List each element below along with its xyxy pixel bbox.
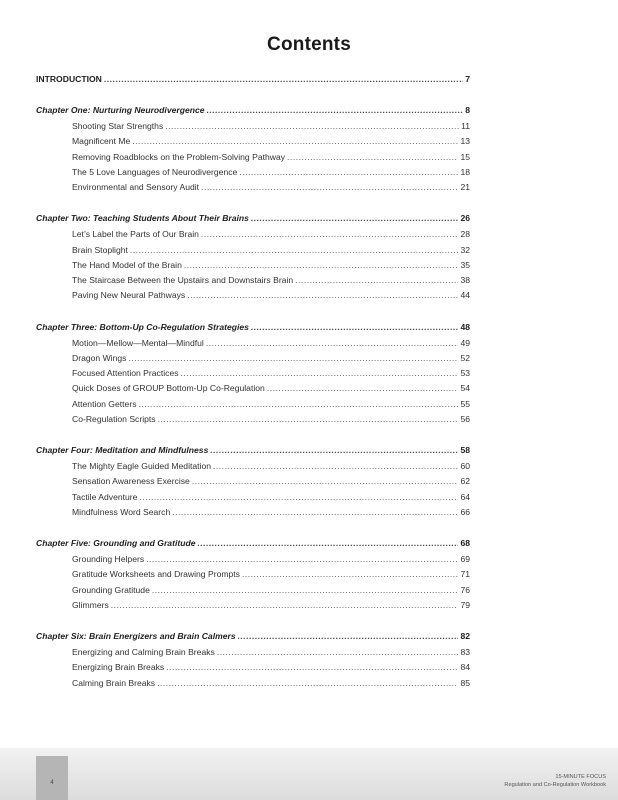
- toc-entry-page: 52: [460, 352, 470, 363]
- toc-entry-page: 28: [460, 229, 470, 240]
- toc-section-list: [36, 119, 470, 195]
- toc-entry-label: Chapter Five: Grounding and Gratitude: [36, 538, 196, 548]
- toc-entry-label: Co-Regulation Scripts: [72, 413, 156, 424]
- toc-entry-page: 71: [460, 569, 470, 580]
- toc-entry-label: Dragon Wings: [72, 352, 127, 363]
- dot-leader: [181, 366, 459, 381]
- dot-leader: [139, 490, 458, 505]
- toc-entry-page: 44: [460, 290, 470, 301]
- toc-entry-page: 13: [460, 136, 470, 147]
- toc-section-entry[interactable]: [36, 645, 470, 660]
- toc-entry-label: Attention Getters: [72, 398, 137, 409]
- dot-leader: [165, 119, 459, 134]
- toc-section-entry[interactable]: [36, 676, 470, 691]
- toc-entry-page: 15: [460, 151, 470, 162]
- toc-entry-label: Motion—Mellow—Mental—Mindful: [72, 337, 204, 348]
- toc-entry-page: 68: [460, 538, 470, 548]
- toc-section-entry[interactable]: [36, 134, 470, 149]
- dot-leader: [210, 442, 458, 458]
- toc-section-entry[interactable]: [36, 660, 470, 675]
- toc-section-list: [36, 459, 470, 520]
- toc-section-entry[interactable]: [36, 243, 470, 258]
- toc-entry-page: 7: [465, 74, 470, 84]
- toc-section-entry[interactable]: [36, 567, 470, 582]
- toc-entry-label: Paving New Neural Pathways: [72, 290, 186, 301]
- table-of-contents: [36, 71, 470, 691]
- toc-section-entry[interactable]: [36, 150, 470, 165]
- toc-entry-page: 49: [460, 337, 470, 348]
- toc-entry-label: Chapter Two: Teaching Students About Their Brains: [36, 213, 249, 224]
- dot-leader: [166, 660, 458, 675]
- toc-entry-page: 32: [460, 244, 470, 255]
- dot-leader: [184, 258, 459, 273]
- toc-chapter-heading[interactable]: [36, 442, 470, 458]
- toc-entry-label: Focused Attention Practices: [72, 368, 179, 378]
- dot-leader: [158, 412, 459, 427]
- toc-section-entry[interactable]: [36, 490, 470, 505]
- toc-entry-page: 48: [460, 321, 470, 332]
- toc-entry-page: 83: [460, 647, 470, 657]
- dot-leader: [130, 243, 459, 258]
- toc-section-entry[interactable]: [36, 165, 470, 180]
- toc-entry-introduction[interactable]: [36, 71, 470, 87]
- toc-section-entry[interactable]: [36, 351, 470, 366]
- toc-entry-page: 35: [460, 259, 470, 270]
- toc-section-entry[interactable]: [36, 227, 470, 242]
- dot-leader: [172, 505, 458, 520]
- toc-entry-label: Mindfulness Word Search: [72, 506, 171, 517]
- page-number: 4: [50, 780, 54, 786]
- toc-section-list: [36, 552, 470, 613]
- toc-entry-label: Quick Doses of GROUP Bottom-Up Co-Regulation: [72, 383, 265, 394]
- toc-entry-page: 84: [460, 662, 470, 673]
- dot-leader: [111, 598, 459, 613]
- footer-page-tab: [36, 756, 68, 800]
- toc-section-entry[interactable]: [36, 552, 470, 567]
- toc-section-entry[interactable]: [36, 366, 470, 381]
- dot-leader: [206, 336, 459, 351]
- toc-section-entry[interactable]: [36, 505, 470, 520]
- toc-entry-label: Calming Brain Breaks: [72, 677, 156, 688]
- toc-entry-label: The Staircase Between the Upstairs and Downstairs Brain: [72, 275, 294, 285]
- dot-leader: [287, 150, 458, 165]
- toc-chapter-heading[interactable]: [36, 102, 470, 118]
- toc-entry-label: Environmental and Sensory Audit: [72, 182, 200, 192]
- toc-entry-label: INTRODUCTION: [36, 74, 102, 84]
- dot-leader: [217, 645, 459, 660]
- chapter-list: [36, 102, 470, 691]
- toc-section-entry[interactable]: [36, 273, 470, 288]
- toc-entry-label: Grounding Helpers: [72, 554, 145, 564]
- toc-entry-page: 69: [460, 554, 470, 564]
- toc-entry-page: 18: [460, 166, 470, 177]
- toc-section-entry[interactable]: [36, 381, 470, 396]
- toc-entry-label: Chapter Six: Brain Energizers and Brain Calmers: [36, 631, 236, 641]
- dot-leader: [128, 351, 458, 366]
- dot-leader: [267, 381, 459, 396]
- dot-leader: [239, 165, 458, 180]
- toc-section-entry[interactable]: [36, 598, 470, 613]
- toc-section-entry[interactable]: [36, 459, 470, 474]
- toc-section-entry[interactable]: [36, 336, 470, 351]
- toc-entry-page: 82: [460, 631, 470, 641]
- dot-leader: [157, 676, 458, 691]
- toc-entry-page: 85: [460, 677, 470, 688]
- toc-chapter-heading[interactable]: [36, 210, 470, 226]
- toc-entry-label: Chapter One: Nurturing Neurodivergence: [36, 105, 205, 115]
- dot-leader: [152, 583, 459, 598]
- toc-entry-label: Chapter Four: Meditation and Mindfulness: [36, 445, 209, 455]
- toc-chapter-heading[interactable]: [36, 535, 470, 551]
- toc-chapter-heading[interactable]: [36, 319, 470, 335]
- toc-entry-label: The 5 Love Languages of Neurodivergence: [72, 166, 238, 177]
- toc-section-entry[interactable]: [36, 583, 470, 598]
- toc-entry-label: Energizing Brain Breaks: [72, 662, 165, 673]
- toc-entry-page: 56: [460, 413, 470, 424]
- toc-entry-label: Glimmers: [72, 599, 109, 610]
- footer-workbook-name: Regulation and Co-Regulation Workbook: [504, 782, 606, 788]
- toc-entry-label: Tactile Adventure: [72, 491, 138, 502]
- dot-leader: [146, 552, 458, 567]
- toc-entry-label: Sensation Awareness Exercise: [72, 476, 190, 487]
- toc-section-entry[interactable]: [36, 288, 470, 303]
- dot-leader: [187, 288, 458, 303]
- toc-entry-page: 26: [460, 213, 470, 224]
- toc-entry-page: 58: [460, 445, 470, 455]
- toc-section-entry[interactable]: [36, 180, 470, 195]
- toc-section-list: [36, 645, 470, 691]
- toc-section-entry[interactable]: [36, 397, 470, 412]
- toc-entry-page: 21: [460, 182, 470, 192]
- toc-chapter-heading[interactable]: [36, 628, 470, 644]
- toc-section-entry[interactable]: [36, 474, 470, 489]
- toc-entry-page: 79: [460, 599, 470, 610]
- toc-entry-page: 62: [460, 476, 470, 487]
- toc-section-entry[interactable]: [36, 258, 470, 273]
- toc-entry-page: 60: [460, 461, 470, 471]
- dot-leader: [213, 459, 458, 474]
- toc-entry-label: Magnificent Me: [72, 136, 131, 147]
- dot-leader: [207, 102, 464, 118]
- toc-entry-page: 53: [460, 368, 470, 378]
- toc-entry-page: 66: [460, 506, 470, 517]
- page-title: Contents: [267, 34, 351, 55]
- toc-section-entry[interactable]: [36, 412, 470, 427]
- toc-section-list: [36, 336, 470, 428]
- toc-entry-label: The Mighty Eagle Guided Meditation: [72, 461, 212, 471]
- footer-series-name: 15-MINUTE FOCUS: [555, 774, 606, 780]
- dot-leader: [201, 227, 459, 242]
- toc-entry-page: 11: [461, 121, 470, 131]
- toc-entry-label: The Hand Model of the Brain: [72, 259, 182, 270]
- toc-section-list: [36, 227, 470, 303]
- dot-leader: [251, 319, 458, 335]
- dot-leader: [197, 535, 458, 551]
- toc-entry-label: Gratitude Worksheets and Drawing Prompts: [72, 569, 240, 580]
- dot-leader: [201, 180, 458, 195]
- toc-entry-page: 8: [465, 105, 470, 115]
- toc-entry-label: Shooting Star Strengths: [72, 121, 164, 131]
- dot-leader: [192, 474, 459, 489]
- toc-entry-label: Brain Stoplight: [72, 244, 128, 255]
- toc-entry-label: Chapter Three: Bottom-Up Co-Regulation Strategies: [36, 321, 249, 332]
- dot-leader: [242, 567, 458, 582]
- toc-entry-page: 54: [460, 383, 470, 394]
- toc-entry-page: 55: [460, 398, 470, 409]
- footer-book-title: [504, 773, 606, 789]
- toc-entry-label: Removing Roadblocks on the Problem-Solving Pathway: [72, 151, 286, 162]
- toc-entry-label: Grounding Gratitude: [72, 584, 150, 595]
- toc-entry-page: 38: [460, 275, 470, 285]
- toc-section-entry[interactable]: [36, 119, 470, 134]
- dot-leader: [295, 273, 458, 288]
- toc-entry-page: 76: [460, 584, 470, 595]
- page-footer: [0, 748, 618, 800]
- toc-entry-page: 64: [460, 491, 470, 502]
- dot-leader: [104, 71, 463, 87]
- dot-leader: [139, 397, 459, 412]
- toc-entry-label: Let’s Label the Parts of Our Brain: [72, 229, 199, 240]
- dot-leader: [132, 134, 458, 149]
- toc-entry-label: Energizing and Calming Brain Breaks: [72, 647, 215, 657]
- dot-leader: [251, 210, 458, 226]
- dot-leader: [238, 628, 459, 644]
